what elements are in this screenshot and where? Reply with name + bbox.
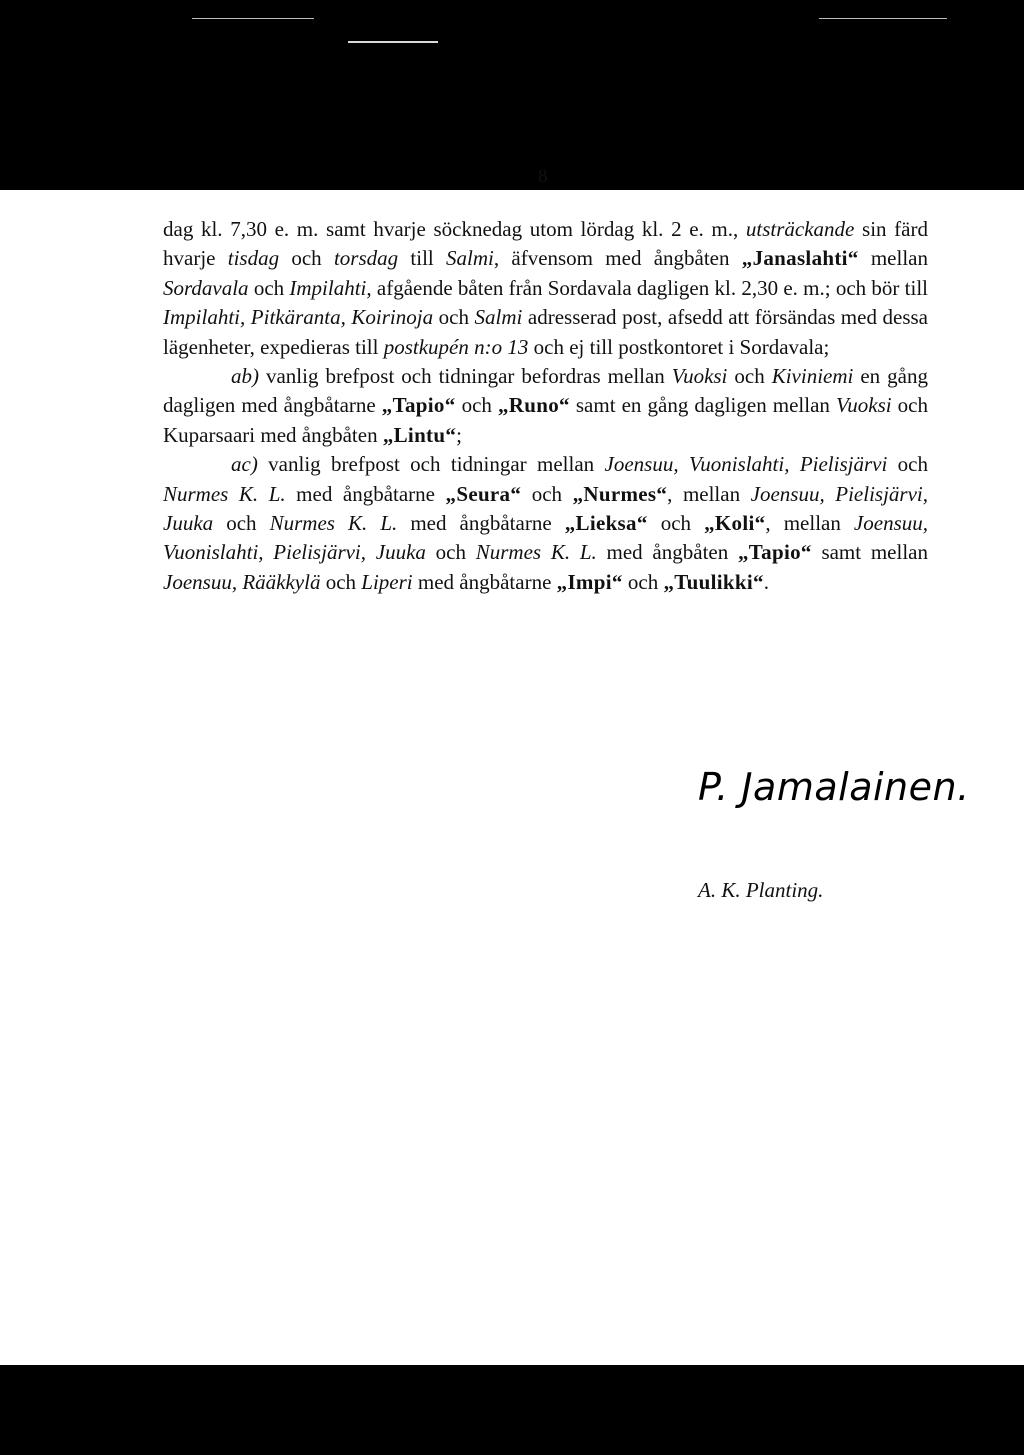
paragraph-1 bbox=[163, 215, 928, 362]
text-run: . bbox=[763, 569, 770, 594]
scan-rule-left bbox=[192, 18, 314, 19]
text-run: samt mellan bbox=[811, 540, 928, 565]
text-run: „Seura“ bbox=[445, 481, 522, 506]
text-run: och bbox=[248, 275, 290, 300]
text-run: 30 bbox=[245, 217, 267, 241]
text-run: adresserad post, afsedd att försändas med dessa lägenheter, expedieras till bbox=[163, 305, 928, 359]
text-run: och bbox=[455, 393, 498, 418]
scan-rule-right bbox=[819, 18, 947, 19]
text-run: med ångbåtarne bbox=[397, 511, 565, 536]
text-run: „Koli“ bbox=[704, 511, 766, 536]
text-run: sin färd hvarje bbox=[163, 217, 928, 271]
body-text bbox=[163, 215, 928, 597]
text-run: Kiviniemi bbox=[771, 364, 854, 389]
text-run: „Tapio“ bbox=[381, 393, 456, 418]
text-run: „Janaslahti“ bbox=[741, 246, 859, 271]
text-run: „Tapio“ bbox=[737, 540, 812, 565]
text-run: och bbox=[887, 452, 928, 477]
text-run: tisdag bbox=[227, 246, 280, 271]
text-run: „Runo“ bbox=[497, 393, 570, 418]
text-run: , mellan bbox=[765, 511, 854, 536]
text-run: till bbox=[398, 246, 447, 271]
text-run: , afgående båten från Sordavala dagligen kl. 2,30 e. m.; och bör till bbox=[366, 275, 928, 300]
text-run: och bbox=[727, 364, 772, 389]
text-run: mellan bbox=[858, 246, 928, 271]
text-run: med ångbåtarne bbox=[285, 481, 446, 506]
text-run: Joensuu, Rääkkylä bbox=[163, 569, 321, 594]
text-run: ac) bbox=[231, 452, 258, 477]
text-run: och ej till postkontoret i Sordavala; bbox=[528, 334, 830, 359]
text-run: „Nurmes“ bbox=[572, 481, 668, 506]
text-run: Joensuu, Vuonislahti, Pielisjärvi, Juuka bbox=[163, 511, 928, 565]
text-run: „Lieksa“ bbox=[564, 511, 648, 536]
text-run: vanlig brefpost och tidningar befordras mellan bbox=[259, 364, 672, 389]
text-run: en gång dagligen med ångbåtarne bbox=[163, 364, 928, 418]
text-run: Liperi bbox=[361, 569, 413, 594]
text-run: Salmi bbox=[474, 305, 523, 330]
text-run: och bbox=[279, 246, 334, 271]
text-run: Joensuu, Vuonislahti, Pielisjärvi bbox=[604, 452, 888, 477]
text-run: e. m. samt hvarje söcknedag utom lördag kl. 2 e. m., bbox=[266, 217, 746, 241]
text-run: och Kuparsaari med ångbåten bbox=[163, 393, 929, 447]
text-run: och bbox=[622, 569, 664, 594]
text-run: postkupén n:o 13 bbox=[383, 334, 529, 359]
text-run: med ångbåten bbox=[596, 540, 738, 565]
text-run: , äfvensom med ångbåten bbox=[493, 246, 742, 271]
text-run: med ångbåtarne bbox=[412, 569, 557, 594]
text-run: dag kl. 7, bbox=[163, 217, 246, 241]
signer-planting: A. K. Planting. bbox=[698, 878, 824, 902]
text-run: och bbox=[425, 540, 476, 565]
text-run: Impilahti, Pitkäranta, Koirinoja bbox=[163, 305, 434, 330]
text-run: Impilahti bbox=[289, 275, 367, 300]
text-run: „Lintu“ bbox=[382, 422, 457, 447]
text-run: Salmi bbox=[446, 246, 494, 271]
text-run: Vuoksi bbox=[836, 393, 892, 418]
text-run: utsträckande bbox=[745, 217, 855, 241]
page-number: 8 bbox=[538, 166, 548, 187]
scan-rule-center bbox=[348, 41, 438, 43]
text-run: och bbox=[213, 511, 270, 536]
signature-jamalainen: P. Jamalainen. bbox=[698, 765, 970, 809]
text-run: torsdag bbox=[333, 246, 399, 271]
scan-margin-top bbox=[0, 0, 1024, 190]
text-run: Joensuu, Pielisjärvi, Juuka bbox=[163, 481, 928, 536]
text-run: „Tuulikki“ bbox=[663, 569, 764, 594]
text-run: , mellan bbox=[667, 481, 751, 506]
text-run: samt en gång dagligen mellan bbox=[569, 393, 836, 418]
text-run: „Impi“ bbox=[556, 569, 623, 594]
text-run: och bbox=[433, 305, 475, 330]
text-run: Nurmes K. L. bbox=[163, 481, 286, 506]
paragraph-ab bbox=[163, 362, 928, 450]
text-run: och bbox=[521, 481, 573, 506]
text-run: Nurmes K. L. bbox=[269, 511, 398, 536]
paragraph-ac bbox=[163, 450, 928, 597]
text-run: Vuoksi bbox=[671, 364, 728, 389]
text-run: vanlig brefpost och tidningar mellan bbox=[257, 452, 605, 477]
text-run: ; bbox=[456, 422, 462, 447]
text-run: Sordavala bbox=[163, 275, 249, 300]
text-run: ab) bbox=[231, 364, 259, 389]
text-run: och bbox=[320, 569, 362, 594]
scan-margin-bottom bbox=[0, 1365, 1024, 1455]
text-run: Nurmes K. L. bbox=[475, 540, 597, 565]
text-run: och bbox=[647, 511, 705, 536]
